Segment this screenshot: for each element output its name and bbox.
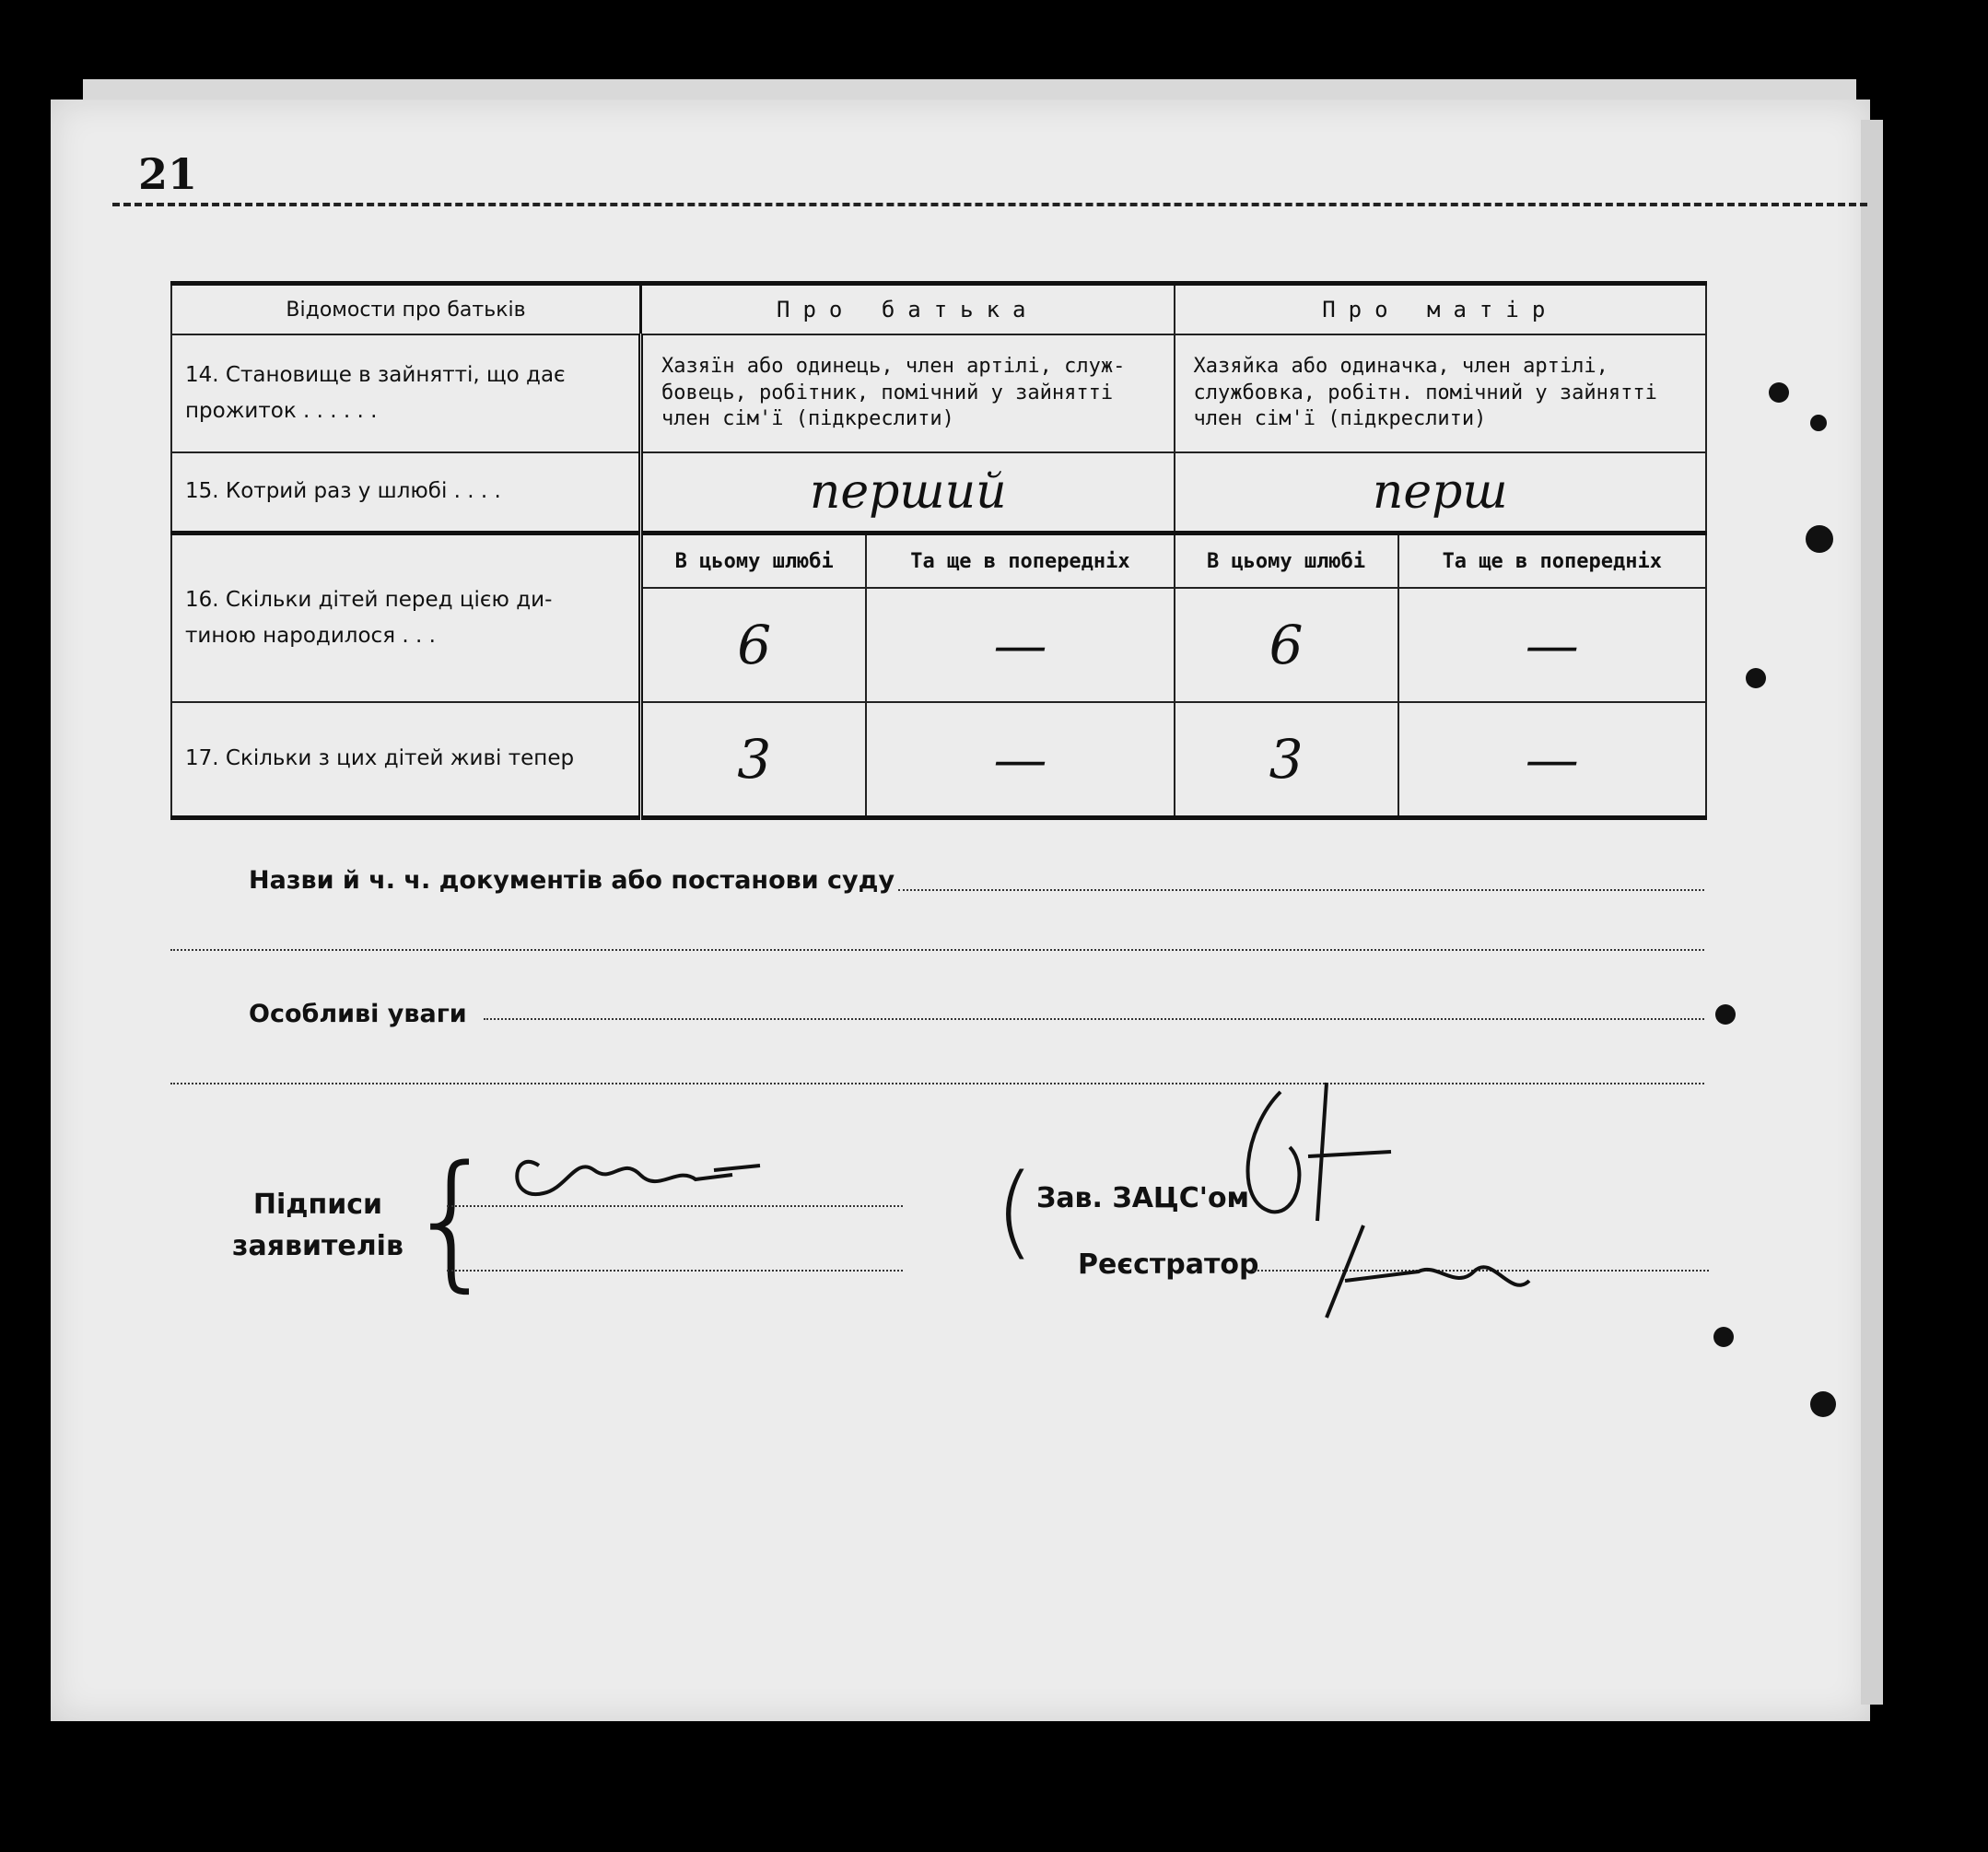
row16-father-this: 6 [641,588,867,702]
subheader-father-prev: Та ще в попередніх [866,533,1174,589]
applicants-signatures-label: Підписи заявителів [232,1189,403,1262]
header-parents-info: Відомости про батьків [171,284,641,335]
subheader-mother-prev: Та ще в попередніх [1398,533,1706,589]
row14-father-options: Хазяїн або одинець, член артілі, служ- бовець, робітник, помічний у зайнятті член сім'ї (підкреслити) [641,334,1175,452]
row16-mother-this: 6 [1175,588,1398,702]
perforation-line [112,203,1867,206]
row15-label: 15. Котрий раз у шлюбі . . . . [171,452,641,533]
row17-father-prev: — [866,702,1174,818]
row15-father-value: перший [641,452,1175,533]
row16-mother-prev: — [1398,588,1706,702]
header-mother: Про матір [1175,284,1706,335]
binding-hole [1746,668,1766,688]
row16-father-prev: — [866,588,1174,702]
remarks-label: Особливі уваги [249,1000,467,1028]
head-label: Зав. ЗАЦС'ом [1036,1182,1250,1214]
row14-mother-options: Хазяйка або одиначка, член артілі, службовка, робітн. помічний у зайнятті член сім'ї (підкреслити) [1175,334,1706,452]
binding-hole [1713,1327,1734,1347]
binding-hole [1715,1004,1736,1025]
parents-info-table [170,281,1707,820]
documents-line-1 [898,889,1704,891]
remarks-line-1 [484,1018,1704,1020]
registrar-signature [1308,1207,1548,1351]
row17-mother-this: 3 [1175,702,1398,818]
documents-label: Назви й ч. ч. документів або постанови суду [249,866,895,895]
applicant-signature-line-2 [447,1270,903,1272]
officials-brace: ( [995,1152,1035,1270]
remarks-line-2 [170,1083,1704,1084]
row14-label: 14. Становище в зайнятті, що дає прожиток . . . . . . [171,334,641,452]
subheader-mother-this: В цьому шлюбі [1175,533,1398,589]
subheader-father-this: В цьому шлюбі [641,533,867,589]
row17-label: 17. Скільки з цих дітей живі тепер [171,702,641,818]
row16-label: 16. Скільки дітей перед цією ди- тиною народилося . . . [171,533,641,703]
header-father: Про батька [641,284,1175,335]
row17-father-this: 3 [641,702,867,818]
applicants-brace: { [405,1133,499,1306]
row17-mother-prev: — [1398,702,1706,818]
paper-right-edge [1861,120,1883,1705]
binding-hole [1810,415,1827,431]
row15-mother-value: перш [1175,452,1706,533]
binding-hole [1806,525,1833,553]
binding-hole [1769,382,1789,403]
documents-line-2 [170,949,1704,951]
applicant-signature [502,1129,778,1254]
binding-hole [1810,1391,1836,1417]
registrar-label: Реєстратор [1078,1248,1259,1281]
page-mark: 21 [138,149,198,199]
